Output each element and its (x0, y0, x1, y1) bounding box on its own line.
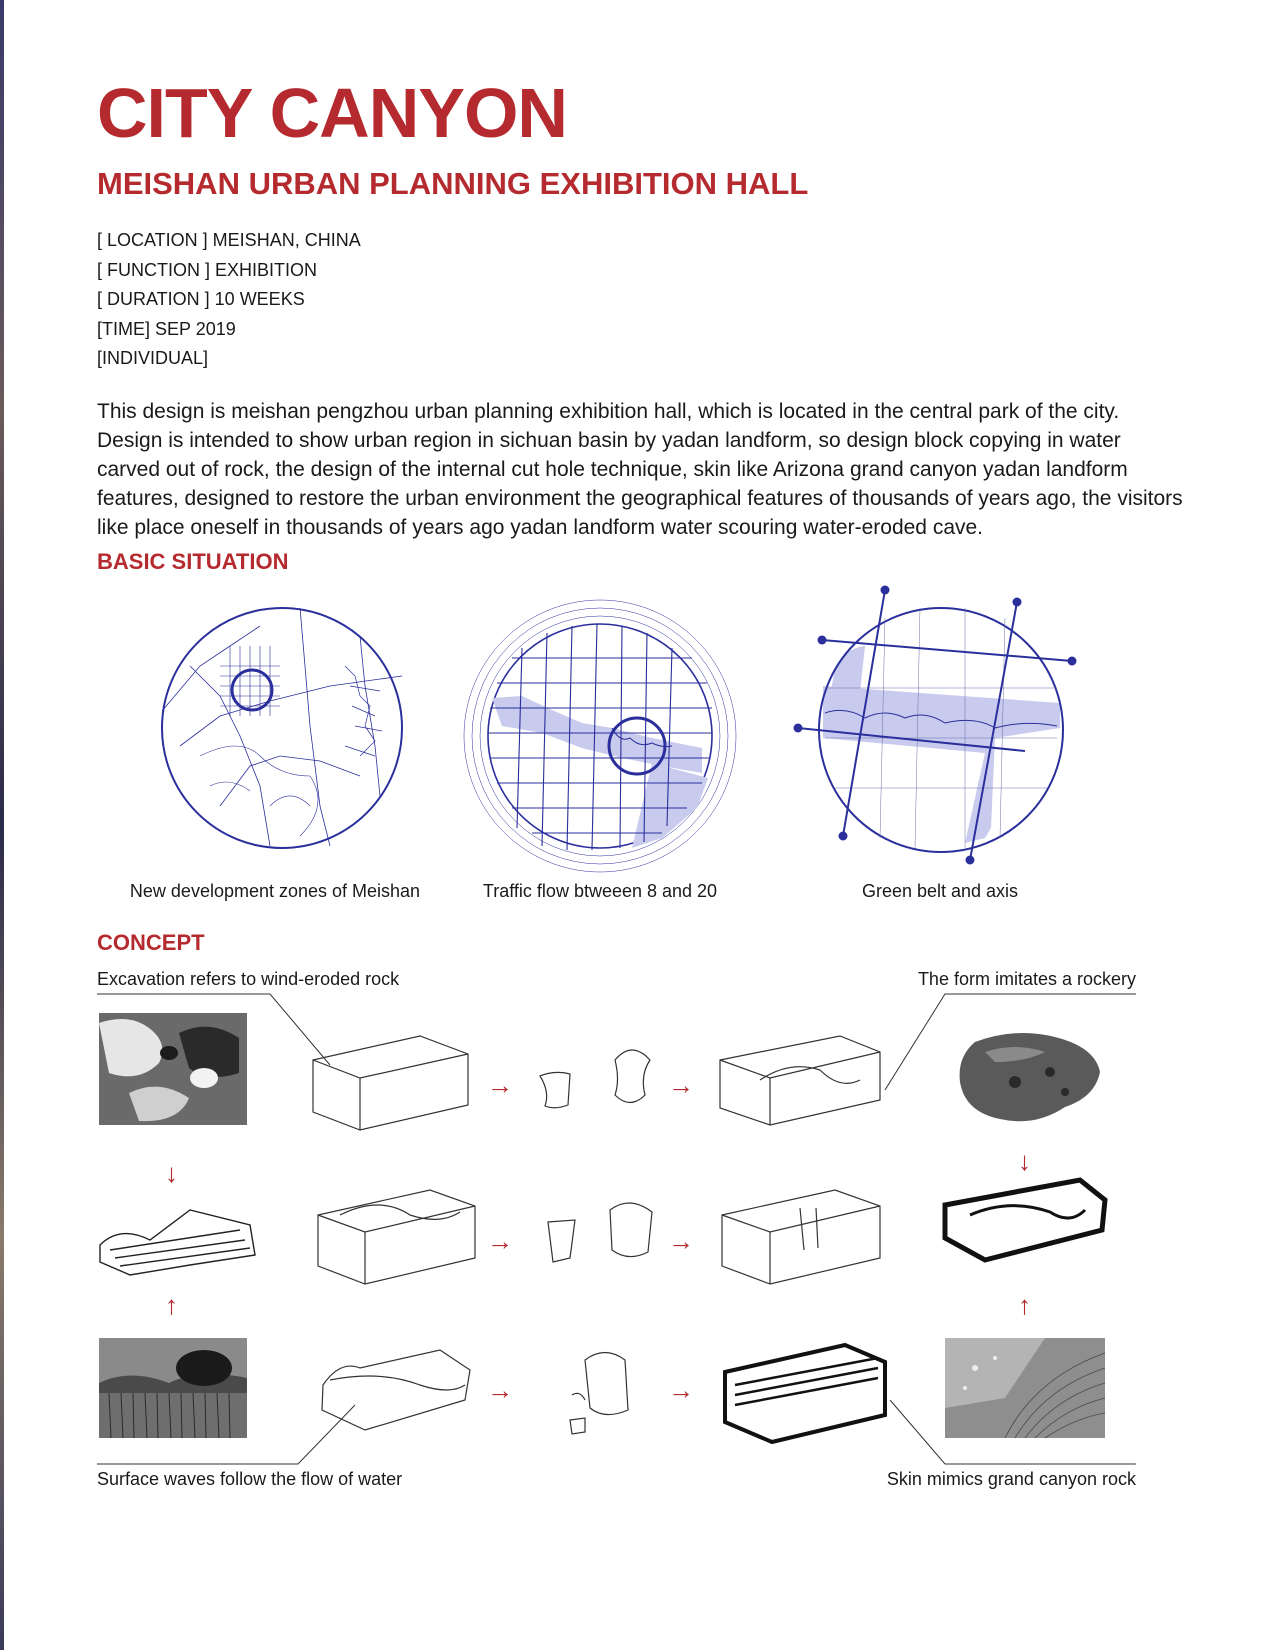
meta-location: [ LOCATION ] MEISHAN, CHINA (97, 230, 361, 250)
basic-situation-heading: BASIC SITUATION (97, 549, 289, 574)
note-surface-waves: Surface waves follow the flow of water (97, 1469, 403, 1489)
arrow-up-right: ↑ (1018, 1290, 1031, 1320)
arrow-right-r3a: → (487, 1375, 513, 1405)
project-description: This design is meishan pengzhou urban planning exhibition hall, which is located in the central park of the city. Design is intended to show urban region in sichuan basin by yadan landform, so design block copying in water carved out of rock, the design of the internal cut hole technique, skin like Arizona grand canyon yadan landform features, designed to restore the urban environment the geographical features of thousands of years ago, the visitors like place oneself in thousands of years ago yadan landform water scouring water-eroded cave. (97, 400, 1183, 539)
meta-duration: [ DURATION ] 10 WEEKS (97, 289, 305, 309)
arrow-down-right: ↓ (1018, 1146, 1031, 1176)
meta-function: [ FUNCTION ] EXHIBITION (97, 259, 318, 280)
meta-individual: [INDIVIDUAL] (97, 348, 209, 368)
page-subtitle: MEISHAN URBAN PLANNING EXHIBITION HALL (97, 166, 809, 201)
arrow-right-r1b: → (668, 1070, 694, 1100)
arrow-right-r1a: → (487, 1070, 513, 1100)
arrow-right-r2a: → (487, 1226, 513, 1256)
arrow-down-left: ↓ (165, 1158, 178, 1188)
page-title: CITY CANYON (97, 74, 567, 152)
arrow-up-left: ↑ (165, 1290, 178, 1320)
caption-development-zones: New development zones of Meishan (129, 881, 421, 901)
arrow-right-r3b: → (668, 1375, 694, 1405)
caption-traffic-flow: Traffic flow btweeen 8 and 20 (482, 881, 718, 901)
note-rockery: The form imitates a rockery (917, 969, 1136, 989)
caption-green-belt: Green belt and axis (861, 881, 1019, 901)
note-excavation: Excavation refers to wind-eroded rock (97, 969, 400, 989)
concept-heading: CONCEPT (97, 930, 205, 955)
arrow-right-r2b: → (668, 1226, 694, 1256)
note-skin: Skin mimics grand canyon rock (886, 1469, 1136, 1489)
meta-time: [TIME] SEP 2019 (97, 318, 236, 339)
